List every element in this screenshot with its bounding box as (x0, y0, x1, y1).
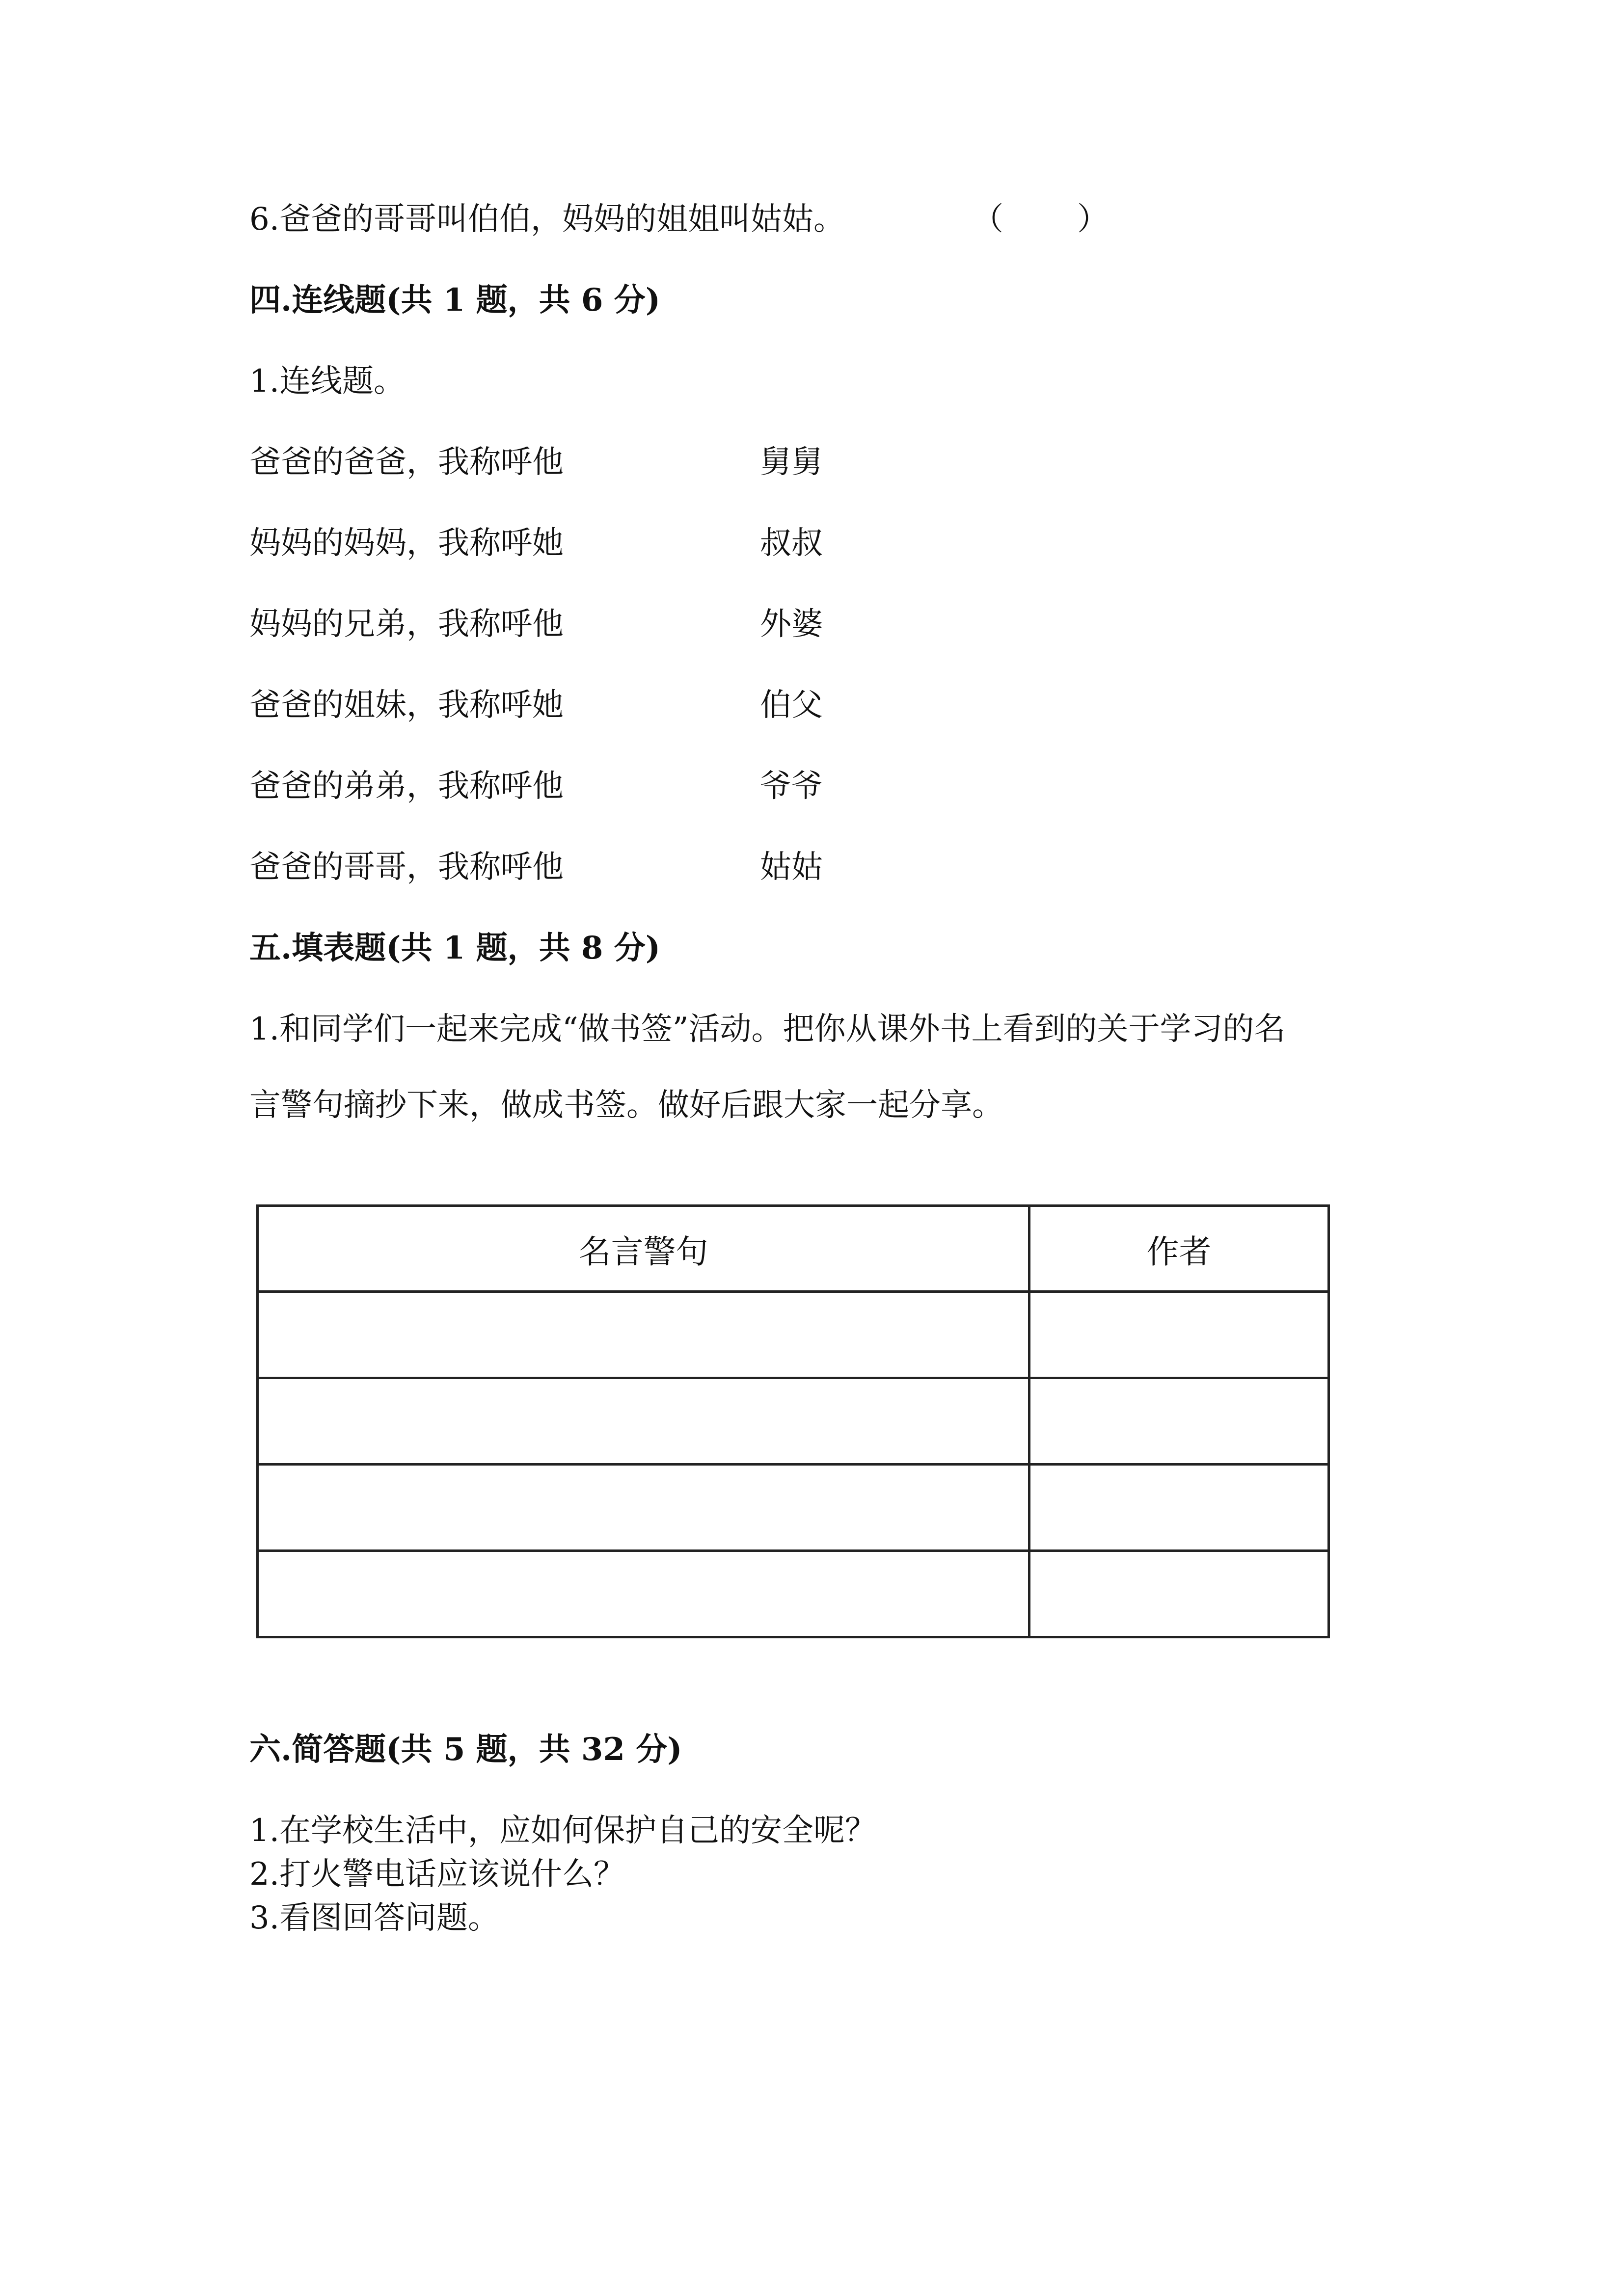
paren-open: （ (972, 201, 1003, 238)
author-cell[interactable] (1029, 1465, 1329, 1551)
author-cell[interactable] (1029, 1292, 1329, 1378)
quote-cell[interactable] (258, 1551, 1029, 1637)
section5-heading: 五.填表题(共 1 题，共 8 分) (249, 930, 661, 966)
author-cell[interactable] (1029, 1551, 1329, 1637)
section6-heading: 六.简答题(共 5 题，共 32 分) (249, 1731, 682, 1768)
q6-text: 6.爸爸的哥哥叫伯伯，妈妈的姐姐叫姑姑。 (249, 201, 845, 238)
quote-cell[interactable] (258, 1465, 1029, 1551)
table-row (258, 1551, 1329, 1637)
column-header-author: 作者 (1029, 1206, 1329, 1292)
section6-question: 2.打火警电话应该说什么？ (249, 1856, 625, 1893)
table-row (258, 1292, 1329, 1378)
match-right-item[interactable]: 外婆 (760, 606, 823, 642)
table-header-row (258, 1206, 1329, 1292)
section4-question: 1.连线题。 (249, 363, 406, 400)
match-right-item[interactable]: 爷爷 (760, 768, 823, 804)
match-left-item[interactable]: 爸爸的弟弟，我称呼他 (249, 768, 564, 804)
match-left-item[interactable]: 爸爸的爸爸，我称呼他 (249, 444, 564, 481)
match-left-item[interactable]: 妈妈的兄弟，我称呼他 (249, 606, 564, 642)
match-left-item[interactable]: 爸爸的哥哥，我称呼他 (249, 849, 564, 885)
section5-question-line1: 1.和同学们一起来完成“做书签”活动。把你从课外书上看到的关于学习的名 (249, 1011, 1286, 1047)
section6-question: 3.看图回答问题。 (249, 1900, 500, 1936)
quote-cell[interactable] (258, 1292, 1029, 1378)
match-right-item[interactable]: 姑姑 (760, 849, 823, 885)
match-right-item[interactable]: 舅舅 (760, 444, 823, 481)
bookmark-quote-table (256, 1204, 1330, 1638)
table-row (258, 1378, 1329, 1465)
match-right-item[interactable]: 叔叔 (760, 525, 823, 561)
author-cell[interactable] (1029, 1378, 1329, 1465)
section6-question: 1.在学校生活中，应如何保护自己的安全呢？ (249, 1813, 877, 1849)
column-header-quote: 名言警句 (258, 1206, 1029, 1292)
section5-question-line2: 言警句摘抄下来，做成书签。做好后跟大家一起分享。 (249, 1087, 1003, 1123)
match-left-item[interactable]: 爸爸的姐妹，我称呼她 (249, 687, 564, 723)
table-row (258, 1465, 1329, 1551)
quote-cell[interactable] (258, 1378, 1029, 1465)
match-left-item[interactable]: 妈妈的妈妈，我称呼她 (249, 525, 564, 561)
match-right-item[interactable]: 伯父 (760, 687, 823, 723)
section4-heading: 四.连线题(共 1 题，共 6 分) (249, 282, 661, 319)
paren-close: ） (1077, 201, 1109, 238)
answer-parentheses[interactable] (972, 201, 1109, 238)
